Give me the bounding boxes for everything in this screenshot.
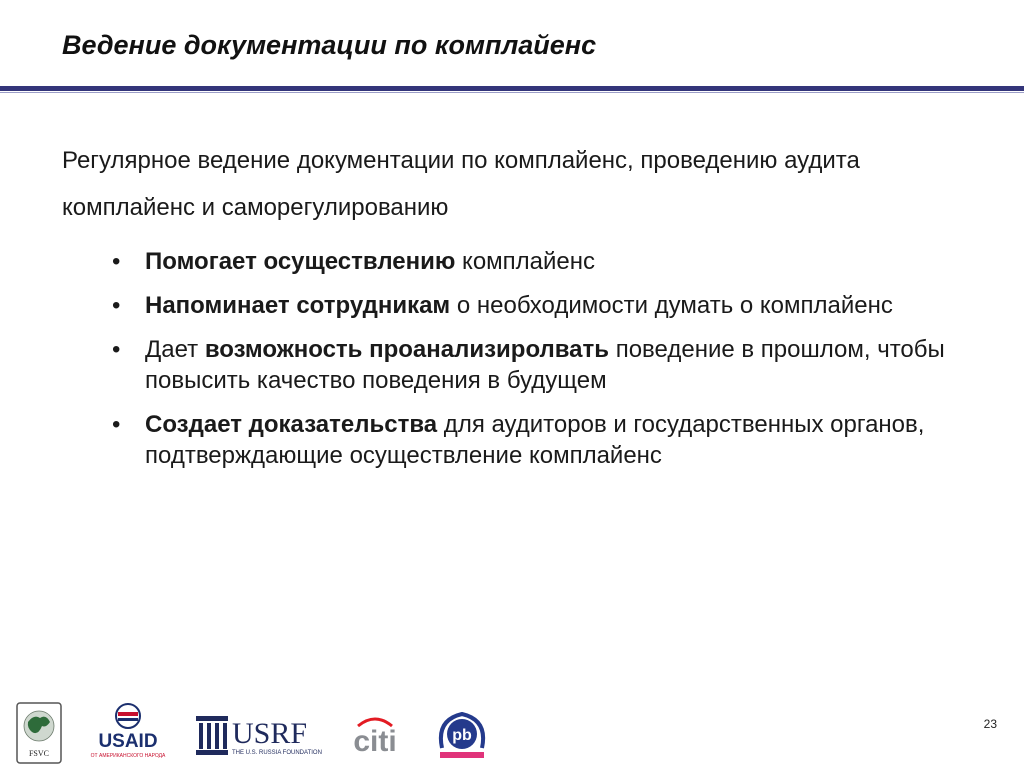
bullet-post: поведение в прошлом, чтобы повысить качество поведения в будущем [145, 335, 945, 394]
usaid-logo [90, 702, 166, 762]
citi-logo [346, 714, 404, 754]
svg-text:ОТ АМЕРИКАНСКОГО НАРОДА: ОТ АМЕРИКАНСКОГО НАРОДА [90, 753, 166, 759]
bullet-bold: Создает доказательства [145, 410, 438, 438]
bullet-icon: • [112, 335, 121, 363]
bullet-icon: • [112, 291, 121, 319]
slide-title: Ведение документации по комплайенс [62, 30, 597, 60]
bullet-bold: возможность проанализиролвать [204, 335, 610, 363]
list-item [62, 291, 982, 322]
page-number: 23 [983, 717, 997, 731]
bullet-bold: Напоминает сотрудникам [145, 291, 451, 319]
title-rule-thin [0, 92, 1024, 93]
list-item [62, 247, 982, 278]
svg-text:USRF: USRF [232, 717, 308, 750]
usrf-logo [196, 716, 324, 756]
intro-paragraph: Регулярное ведение документации по комплайенс, проведению аудита комплайенс и саморегулированию [62, 147, 860, 221]
bullet-icon: • [112, 248, 121, 275]
footer-logos [0, 698, 1024, 768]
bullet-list [62, 247, 982, 472]
bullet-post: комплайенс [455, 248, 596, 275]
title-rule [0, 86, 1024, 91]
fsvc-logo [16, 702, 62, 764]
svg-text:FSVC: FSVC [28, 749, 50, 758]
bullet-post: для аудиторов и государственных органов, подтверждающие осуществление комплайенс [145, 410, 925, 469]
svg-text:citi: citi [353, 725, 397, 754]
list-item [62, 335, 982, 397]
pb-logo [434, 708, 490, 762]
bullet-post: о необходимости думать о комплайенс [450, 291, 893, 319]
bullet-icon: • [112, 410, 121, 438]
slide-body [62, 137, 982, 485]
svg-text:USAID: USAID [98, 731, 158, 752]
bullet-bold: Помогает осуществлению [145, 248, 456, 275]
svg-text:THE U.S. RUSSIA FOUNDATION: THE U.S. RUSSIA FOUNDATION [232, 750, 322, 756]
bullet-pre: Дает [145, 335, 205, 363]
list-item [62, 410, 982, 472]
svg-text:pb: pb [452, 727, 472, 744]
